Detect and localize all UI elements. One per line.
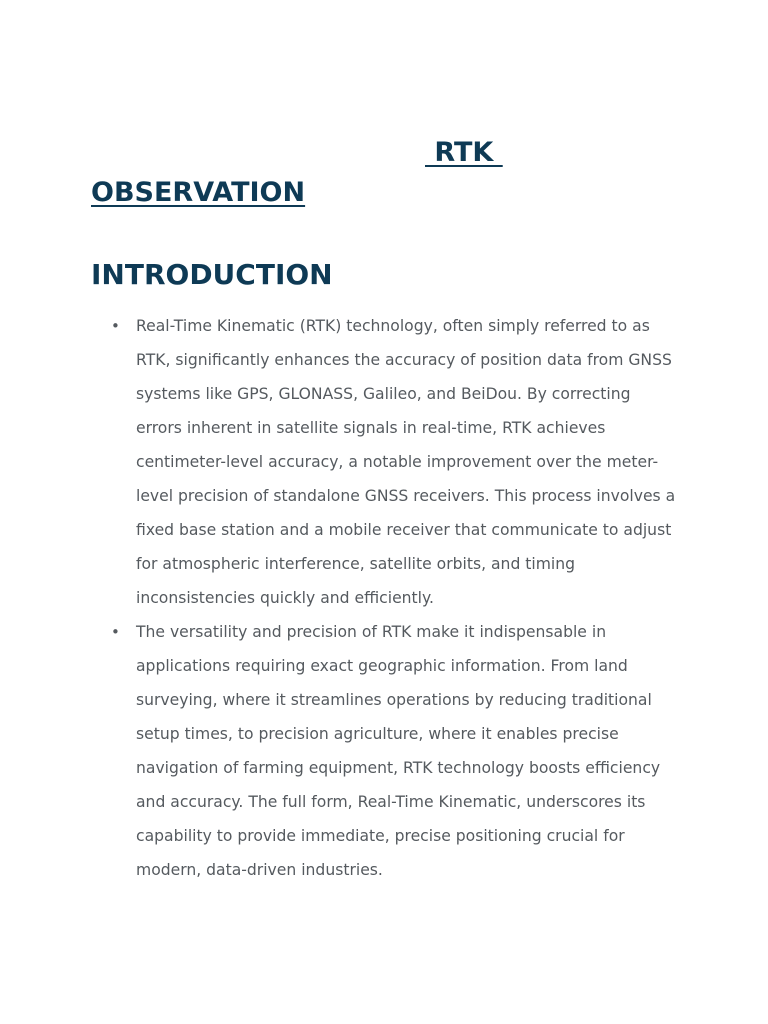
bullet-item <box>111 615 681 887</box>
title-line-2: OBSERVATION <box>91 177 306 208</box>
document-title <box>91 133 691 213</box>
bullet-list <box>111 309 681 887</box>
bullet-item <box>111 309 681 615</box>
title-line-1: RTK <box>425 137 503 168</box>
section-heading-introduction: INTRODUCTION <box>91 258 333 291</box>
bullet-icon: • <box>111 317 120 335</box>
bullet-icon: • <box>111 623 120 641</box>
bullet-text: Real-Time Kinematic (RTK) technology, often simply referred to as RTK, significantly enhances the accuracy of position data from GNSS systems like GPS, GLONASS, Galileo, and BeiDou. By correcting errors inherent in satellite signals in real-time, RTK achieves centimeter-level accuracy, a notable improvement over the meter-level precision of standalone GNSS receivers. This process involves a fixed base station and a mobile receiver that communicate to adjust for atmospheric interference, satellite orbits, and timing inconsistencies quickly and efficiently. <box>136 317 676 607</box>
bullet-text: The versatility and precision of RTK make it indispensable in applications requiring exact geographic information. From land surveying, where it streamlines operations by reducing traditional setup times, to precision agriculture, where it enables precise navigation of farming equipment, RTK technology boosts efficiency and accuracy. The full form, Real-Time Kinematic, underscores its capability to provide immediate, precise positioning crucial for modern, data-driven industries. <box>136 623 661 879</box>
